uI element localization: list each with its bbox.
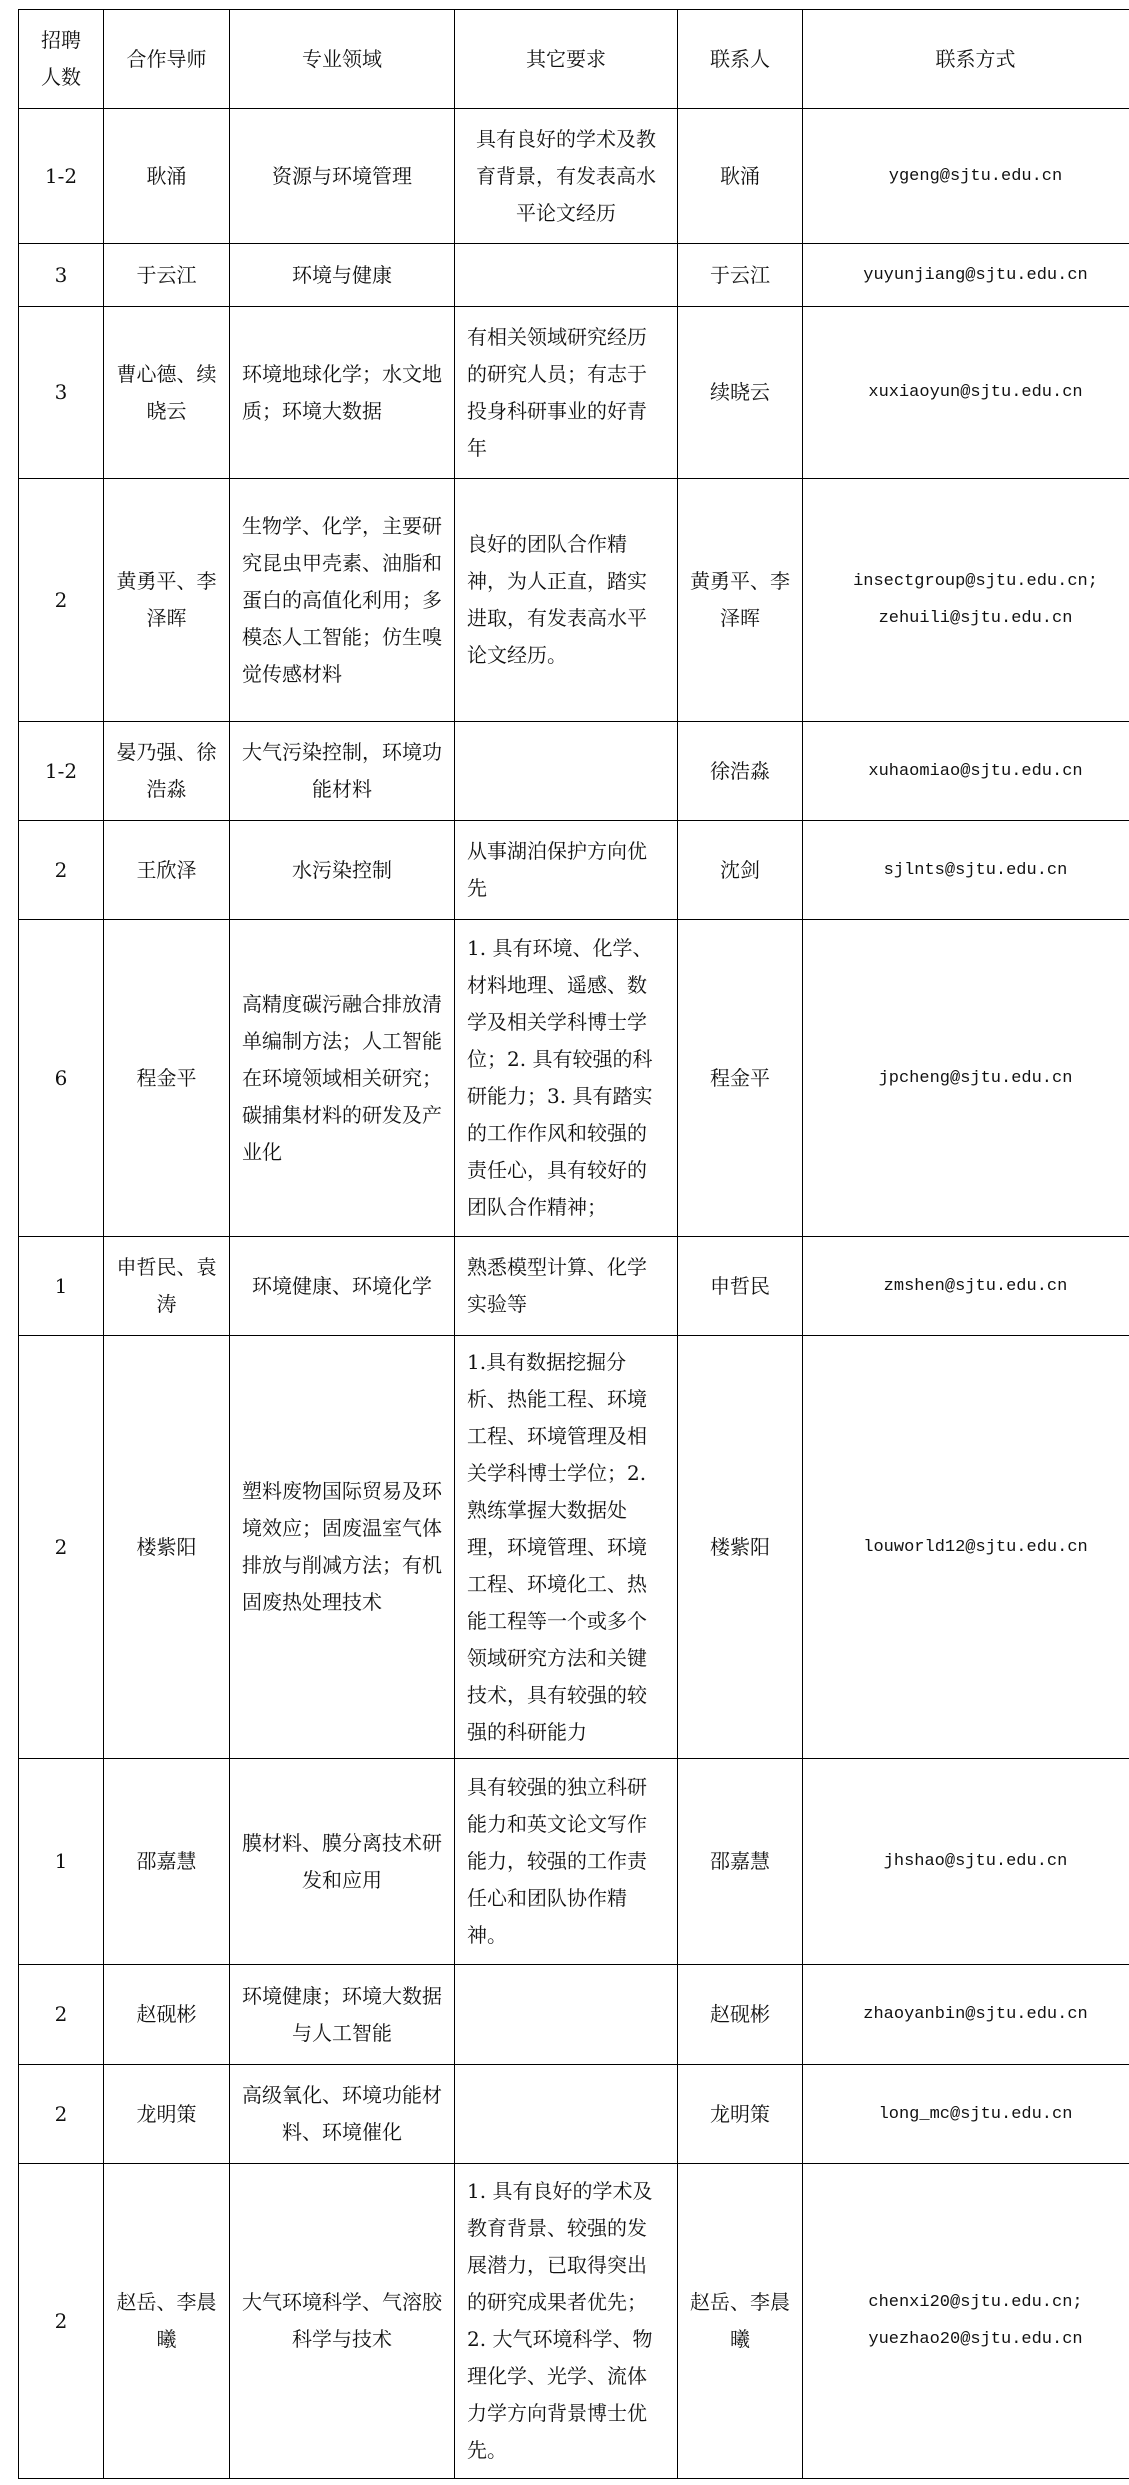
requirements-cell	[455, 2065, 678, 2164]
requirements-cell: 具有良好的学术及教育背景，有发表高水平论文经历	[455, 109, 678, 244]
field-cell: 环境健康、环境化学	[230, 1237, 455, 1336]
advisor-cell: 耿涌	[104, 109, 230, 244]
email-link[interactable]: zmshen@sjtu.edu.cn	[883, 1276, 1068, 1296]
table-row	[19, 1759, 1129, 1965]
field-cell: 膜材料、膜分离技术研发和应用	[230, 1759, 455, 1965]
email-link[interactable]: chenxi20@sjtu.edu.cn;	[868, 2293, 1083, 2312]
field-cell: 大气环境科学、气溶胶科学与技术	[230, 2164, 455, 2479]
table-row	[19, 1237, 1129, 1336]
contact-cell: 续晓云	[678, 307, 803, 479]
email-link[interactable]: sjlnts@sjtu.edu.cn	[883, 860, 1068, 880]
email-cell	[803, 722, 1129, 821]
table-row	[19, 479, 1129, 722]
contact-cell: 申哲民	[678, 1237, 803, 1336]
contact-cell: 龙明策	[678, 2065, 803, 2164]
field-cell: 生物学、化学，主要研究昆虫甲壳素、油脂和蛋白的高值化利用；多模态人工智能；仿生嗅觉传感材料	[230, 479, 455, 722]
table-row	[19, 1965, 1129, 2065]
advisor-cell: 申哲民、袁涛	[104, 1237, 230, 1336]
contact-cell: 赵岳、李晨曦	[678, 2164, 803, 2479]
recruitment-table	[18, 9, 1129, 2479]
email-link[interactable]: zehuili@sjtu.edu.cn	[878, 609, 1073, 628]
email-cell	[803, 920, 1129, 1237]
table-row	[19, 2065, 1129, 2164]
count-cell: 2	[19, 821, 104, 920]
advisor-cell: 赵砚彬	[104, 1965, 230, 2065]
advisor-cell: 晏乃强、徐浩淼	[104, 722, 230, 821]
header-advisor: 合作导师	[104, 10, 230, 109]
header-requirements: 其它要求	[455, 10, 678, 109]
header-email: 联系方式	[803, 10, 1129, 109]
advisor-cell: 曹心德、续晓云	[104, 307, 230, 479]
email-link[interactable]: xuhaomiao@sjtu.edu.cn	[868, 761, 1083, 781]
table-row	[19, 722, 1129, 821]
count-cell: 2	[19, 479, 104, 722]
header-field: 专业领域	[230, 10, 455, 109]
advisor-cell: 龙明策	[104, 2065, 230, 2164]
contact-cell: 邵嘉慧	[678, 1759, 803, 1965]
requirements-cell: 有相关领域研究经历的研究人员；有志于投身科研事业的好青年	[455, 307, 678, 479]
requirements-cell: 良好的团队合作精神，为人正直，踏实进取，有发表高水平论文经历。	[455, 479, 678, 722]
table-row	[19, 244, 1129, 307]
advisor-cell: 赵岳、李晨曦	[104, 2164, 230, 2479]
count-cell: 1-2	[19, 722, 104, 821]
advisor-cell: 邵嘉慧	[104, 1759, 230, 1965]
email-link[interactable]: jhshao@sjtu.edu.cn	[883, 1852, 1068, 1871]
advisor-cell: 于云江	[104, 244, 230, 307]
email-cell	[803, 1965, 1129, 2065]
field-cell: 大气污染控制，环境功能材料	[230, 722, 455, 821]
field-cell: 环境与健康	[230, 244, 455, 307]
count-cell: 1-2	[19, 109, 104, 244]
table-row	[19, 920, 1129, 1237]
contact-cell: 赵砚彬	[678, 1965, 803, 2065]
field-cell: 资源与环境管理	[230, 109, 455, 244]
contact-cell: 楼紫阳	[678, 1336, 803, 1759]
contact-cell: 沈剑	[678, 821, 803, 920]
requirements-cell	[455, 722, 678, 821]
advisor-cell: 程金平	[104, 920, 230, 1237]
field-cell: 高精度碳污融合排放清单编制方法；人工智能在环境领域相关研究；碳捕集材料的研发及产业化	[230, 920, 455, 1237]
table-row	[19, 821, 1129, 920]
advisor-cell: 楼紫阳	[104, 1336, 230, 1759]
count-cell: 3	[19, 244, 104, 307]
email-cell	[803, 307, 1129, 479]
table-row	[19, 1336, 1129, 1759]
contact-cell: 黄勇平、李泽晖	[678, 479, 803, 722]
count-cell: 1	[19, 1237, 104, 1336]
requirements-cell: 1. 具有环境、化学、材料地理、遥感、数学及相关学科博士学位；2. 具有较强的科研能力；3. 具有踏实的工作作风和较强的责任心，具有较好的团队合作精神；	[455, 920, 678, 1237]
email-link[interactable]: yuezhao20@sjtu.edu.cn	[868, 2330, 1083, 2349]
header-count: 招聘人数	[19, 10, 104, 109]
field-cell: 水污染控制	[230, 821, 455, 920]
requirements-cell: 具有较强的独立科研能力和英文论文写作能力，较强的工作责任心和团队协作精神。	[455, 1759, 678, 1965]
contact-cell: 程金平	[678, 920, 803, 1237]
table-row	[19, 2164, 1129, 2479]
email-link[interactable]: ygeng@sjtu.edu.cn	[888, 166, 1063, 186]
email-cell	[803, 1759, 1129, 1965]
field-cell: 环境健康；环境大数据与人工智能	[230, 1965, 455, 2065]
email-cell	[803, 821, 1129, 920]
field-cell: 环境地球化学；水文地质；环境大数据	[230, 307, 455, 479]
email-cell	[803, 244, 1129, 307]
requirements-cell: 熟悉模型计算、化学实验等	[455, 1237, 678, 1336]
requirements-cell: 从事湖泊保护方向优先	[455, 821, 678, 920]
header-row	[19, 10, 1129, 109]
field-cell: 高级氧化、环境功能材料、环境催化	[230, 2065, 455, 2164]
email-link[interactable]: long_mc@sjtu.edu.cn	[878, 2104, 1073, 2124]
email-link[interactable]: zhaoyanbin@sjtu.edu.cn	[863, 2005, 1088, 2024]
email-cell	[803, 479, 1129, 722]
advisor-cell: 黄勇平、李泽晖	[104, 479, 230, 722]
email-link[interactable]: louworld12@sjtu.edu.cn	[863, 1537, 1088, 1557]
count-cell: 2	[19, 2065, 104, 2164]
header-contact: 联系人	[678, 10, 803, 109]
email-cell	[803, 1336, 1129, 1759]
email-link[interactable]: insectgroup@sjtu.edu.cn;	[853, 572, 1098, 591]
requirements-cell: 1. 具有良好的学术及教育背景、较强的发展潜力，已取得突出的研究成果者优先；2. 大气环境科学、物理化学、光学、流体力学方向背景博士优先。	[455, 2164, 678, 2479]
email-cell	[803, 2065, 1129, 2164]
count-cell: 2	[19, 1965, 104, 2065]
count-cell: 3	[19, 307, 104, 479]
table-row	[19, 109, 1129, 244]
requirements-cell	[455, 1965, 678, 2065]
requirements-cell	[455, 244, 678, 307]
count-cell: 6	[19, 920, 104, 1237]
email-cell	[803, 109, 1129, 244]
field-cell: 塑料废物国际贸易及环境效应；固废温室气体排放与削减方法；有机固废热处理技术	[230, 1336, 455, 1759]
contact-cell: 徐浩淼	[678, 722, 803, 821]
email-link[interactable]: jpcheng@sjtu.edu.cn	[878, 1068, 1073, 1088]
email-cell	[803, 1237, 1129, 1336]
count-cell: 1	[19, 1759, 104, 1965]
advisor-cell: 王欣泽	[104, 821, 230, 920]
email-link[interactable]: xuxiaoyun@sjtu.edu.cn	[868, 383, 1083, 402]
count-cell: 2	[19, 2164, 104, 2479]
requirements-cell: 1.具有数据挖掘分析、热能工程、环境工程、环境管理及相关学科博士学位；2.熟练掌握大数据处理，环境管理、环境工程、环境化工、热能工程等一个或多个领域研究方法和关键技术，具有较强的较强的科研能力	[455, 1336, 678, 1759]
contact-cell: 耿涌	[678, 109, 803, 244]
table-row	[19, 307, 1129, 479]
count-cell: 2	[19, 1336, 104, 1759]
email-cell	[803, 2164, 1129, 2479]
email-link[interactable]: yuyunjiang@sjtu.edu.cn	[863, 265, 1088, 285]
contact-cell: 于云江	[678, 244, 803, 307]
